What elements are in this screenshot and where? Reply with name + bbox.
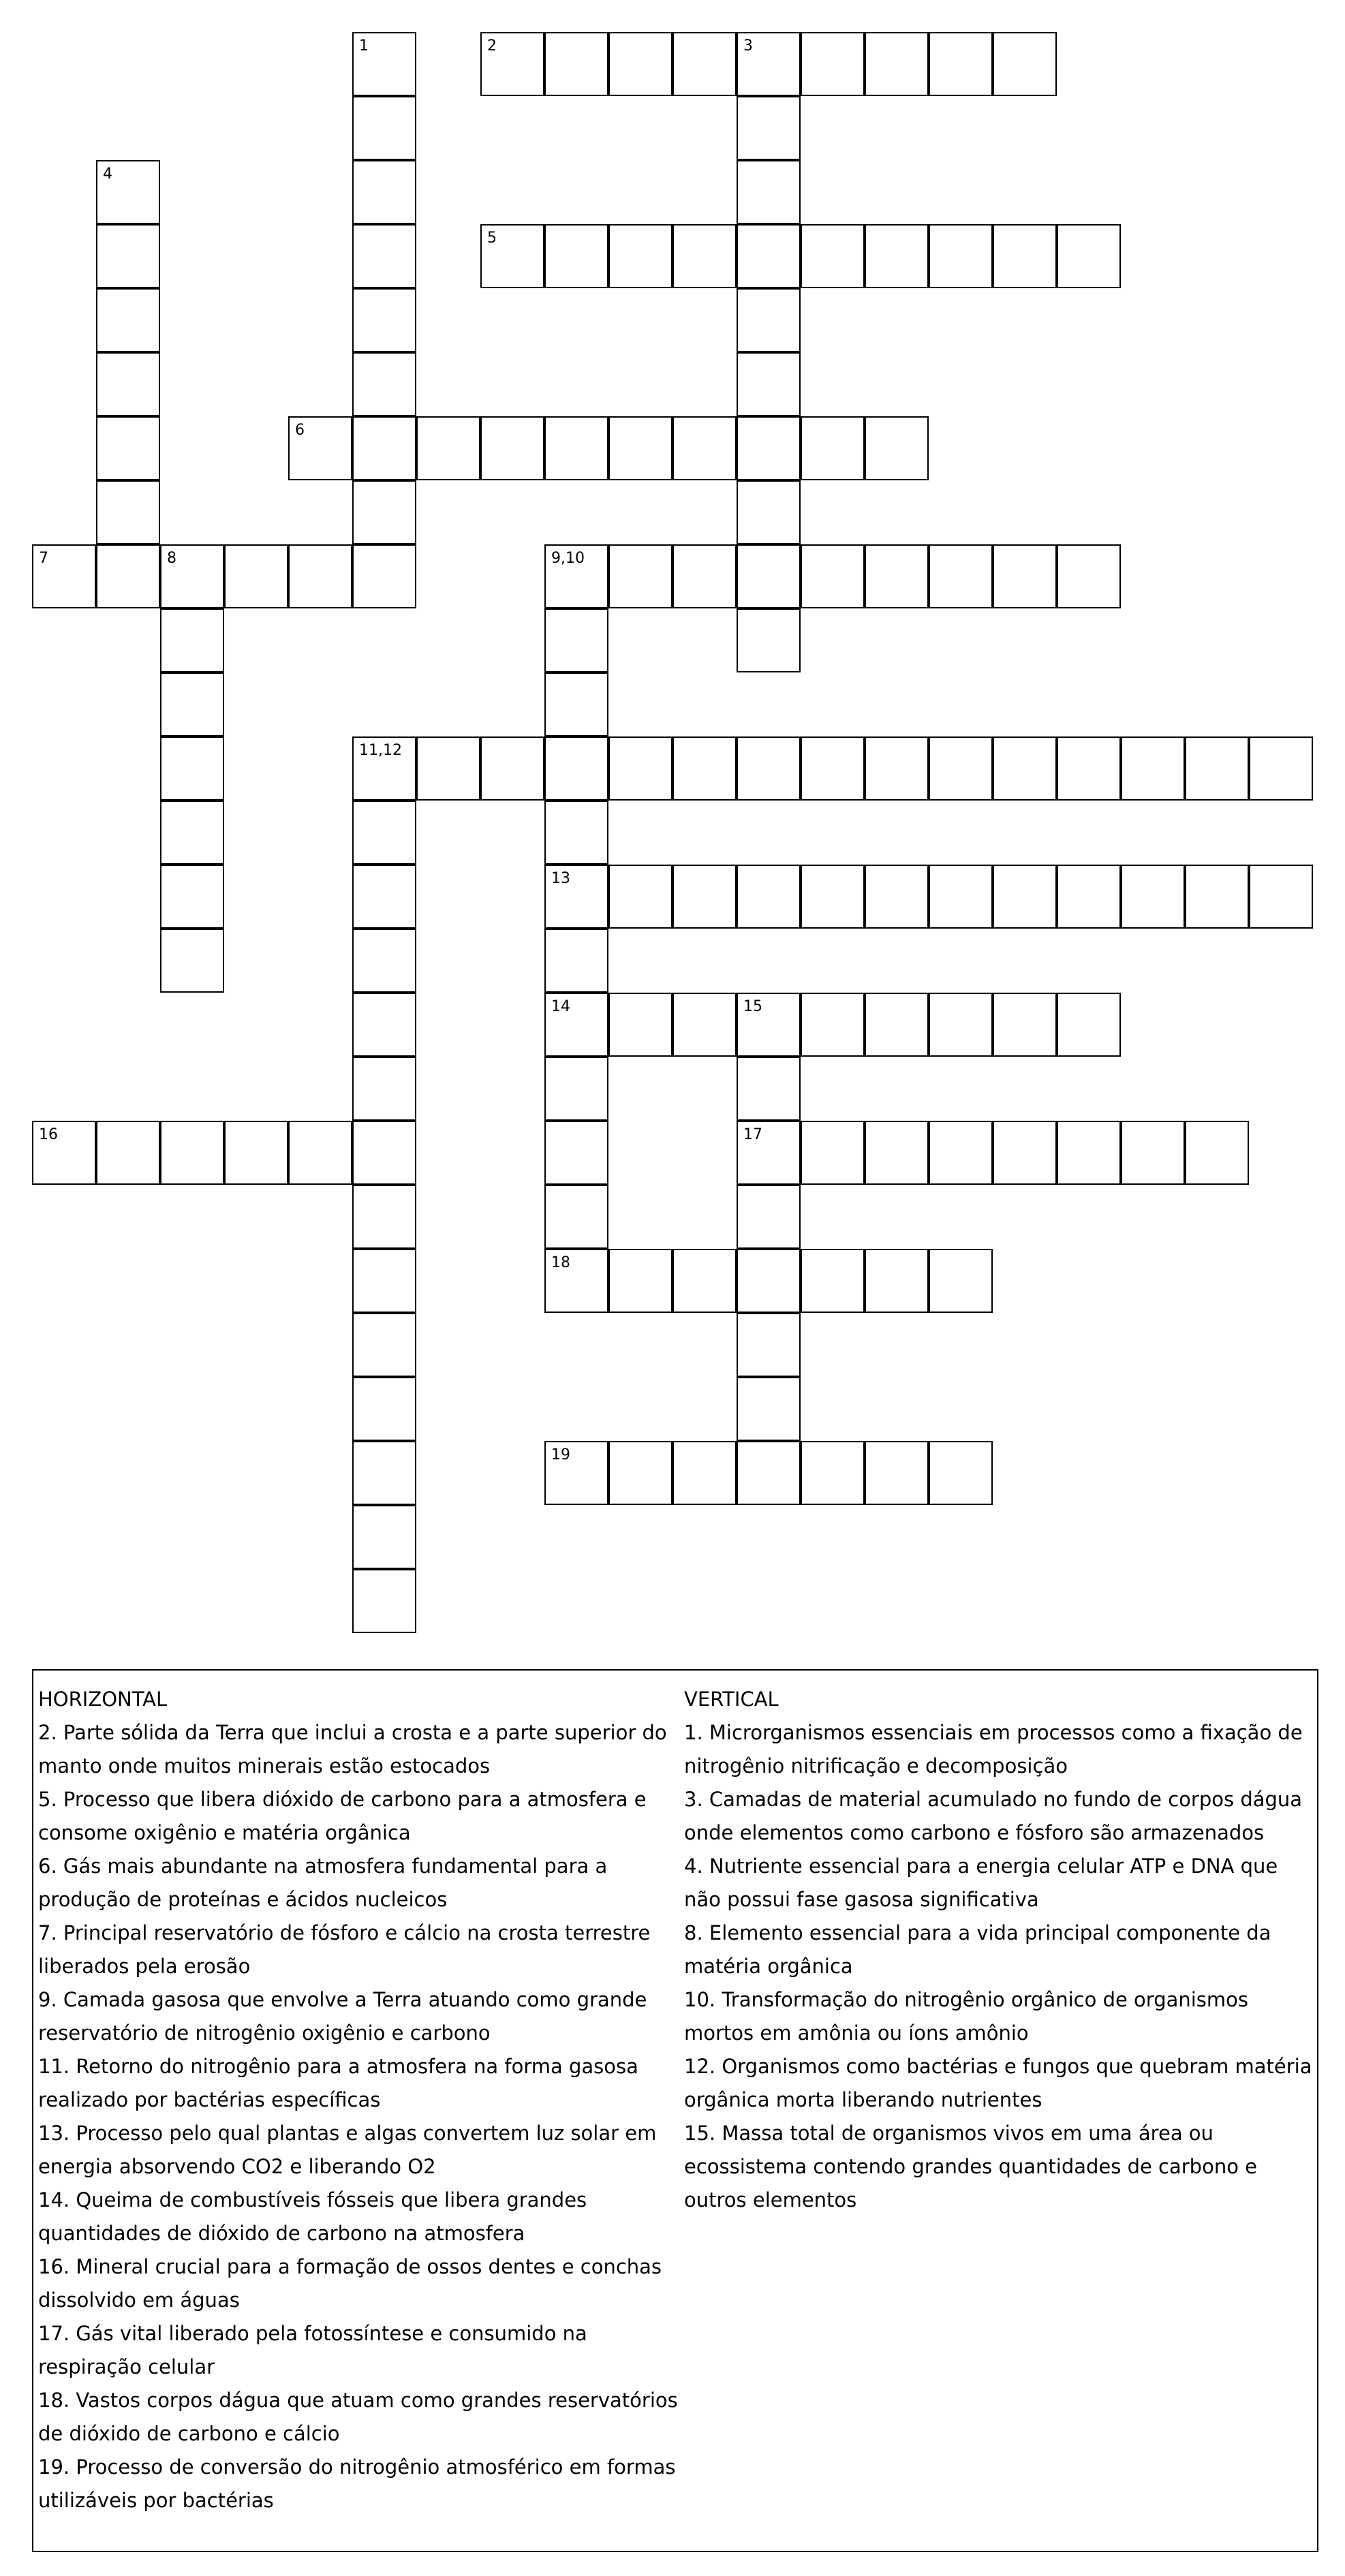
grid-cell[interactable] (352, 96, 416, 160)
across-clue: 2. Parte sólida da Terra que inclui a crosta e a parte superior do manto onde muitos minerais estão estocados (38, 1721, 667, 1778)
grid-cell[interactable] (929, 993, 993, 1057)
grid-cell[interactable] (96, 352, 160, 416)
down-clue: 1. Microrganismos essenciais em processos como a fixação de nitrogênio nitrificação e decomposição (684, 1721, 1303, 1778)
clue-number: 16 (39, 1126, 58, 1143)
grid-cell[interactable] (1057, 224, 1121, 288)
down-clue: 3. Camadas de material acumulado no fundo de corpos dágua onde elementos como carbono e fósforo são armazenados (684, 1788, 1303, 1844)
grid-cell[interactable] (288, 544, 352, 608)
grid-cell[interactable] (160, 929, 224, 993)
grid-cell[interactable] (672, 224, 737, 288)
grid-cell[interactable] (1249, 736, 1313, 801)
grid-cell[interactable] (352, 1121, 416, 1185)
grid-cell[interactable] (352, 1313, 416, 1377)
clue-number: 7 (39, 550, 48, 567)
grid-cell[interactable] (160, 672, 224, 736)
grid-cell[interactable] (1057, 993, 1121, 1057)
grid-cell[interactable] (1249, 865, 1313, 929)
grid-cell[interactable] (352, 1249, 416, 1313)
across-clue-list (38, 1716, 679, 2517)
grid-cell[interactable] (544, 801, 608, 865)
down-clue: 15. Massa total de organismos vivos em uma área ou ecossistema contendo grandes quantidades de carbono e outros elementos (684, 2122, 1258, 2212)
grid-cell[interactable] (737, 1313, 801, 1377)
clue-number: 6 (295, 422, 305, 439)
grid-cell[interactable] (737, 1249, 801, 1313)
grid-cell[interactable] (160, 736, 224, 801)
down-clue: 10. Transformação do nitrogênio orgânico de organismos mortos em amônia ou íons amônio (684, 1988, 1249, 2045)
down-clue-list (684, 1716, 1316, 2217)
grid-cell[interactable] (737, 480, 801, 544)
grid-cell[interactable] (416, 736, 480, 801)
grid-cell[interactable] (672, 993, 737, 1057)
grid-cell[interactable] (737, 224, 801, 288)
clue-number: 13 (551, 870, 570, 887)
grid-cell[interactable] (672, 1441, 737, 1505)
grid-cell[interactable] (1121, 736, 1185, 801)
clue-number: 3 (743, 37, 753, 55)
down-clue: 8. Elemento essencial para a vida principal componente da matéria orgânica (684, 1921, 1271, 1978)
grid-cell[interactable] (544, 1185, 608, 1249)
grid-cell[interactable] (929, 224, 993, 288)
grid-cell[interactable] (96, 224, 160, 288)
grid-cell[interactable] (544, 736, 608, 801)
grid-cell[interactable] (737, 416, 801, 480)
grid-cell[interactable] (352, 1185, 416, 1249)
grid-cell[interactable] (993, 993, 1057, 1057)
grid-cell-numbered[interactable] (288, 416, 352, 480)
clue-number: 1 (359, 37, 369, 55)
grid-cell[interactable] (993, 224, 1057, 288)
grid-cell[interactable] (993, 1121, 1057, 1185)
grid-cell[interactable] (801, 993, 865, 1057)
grid-cell[interactable] (352, 1569, 416, 1633)
down-clue: 12. Organismos como bactérias e fungos que quebram matéria orgânica morta liberando nutrientes (684, 2055, 1312, 2111)
grid-cell[interactable] (801, 224, 865, 288)
clue-number: 14 (551, 998, 570, 1015)
grid-cell[interactable] (737, 288, 801, 352)
clue-number: 17 (743, 1126, 762, 1143)
grid-cell-numbered[interactable] (32, 544, 96, 608)
across-clues (38, 1683, 679, 2517)
across-clue: 18. Vastos corpos dágua que atuam como grandes reservatórios de dióxido de carbono e cálcio (38, 2389, 678, 2445)
grid-cell[interactable] (737, 96, 801, 160)
grid-cell[interactable] (801, 544, 865, 608)
clue-number: 8 (167, 550, 176, 567)
grid-cell-numbered[interactable] (737, 32, 801, 96)
grid-cell[interactable] (672, 1249, 737, 1313)
grid-cell[interactable] (544, 608, 608, 672)
clue-number: 4 (103, 166, 112, 183)
clue-number: 19 (551, 1446, 570, 1463)
grid-cell[interactable] (96, 288, 160, 352)
grid-cell[interactable] (160, 801, 224, 865)
across-heading: HORIZONTAL (38, 1688, 168, 1711)
grid-cell[interactable] (865, 1249, 929, 1313)
grid-cell[interactable] (865, 544, 929, 608)
grid-cell[interactable] (801, 32, 865, 96)
grid-cell[interactable] (352, 1441, 416, 1505)
grid-cell-numbered[interactable] (352, 32, 416, 96)
grid-cell[interactable] (929, 736, 993, 801)
grid-cell[interactable] (1121, 865, 1185, 929)
grid-cell[interactable] (993, 32, 1057, 96)
grid-cell-numbered[interactable] (160, 544, 224, 608)
grid-cell[interactable] (352, 865, 416, 929)
grid-cell[interactable] (929, 544, 993, 608)
grid-cell-numbered[interactable] (737, 1121, 801, 1185)
grid-cell-numbered[interactable] (737, 993, 801, 1057)
grid-cell-numbered[interactable] (96, 160, 160, 224)
grid-cell[interactable] (352, 929, 416, 993)
clue-number: 11,12 (359, 742, 402, 759)
grid-cell[interactable] (544, 1057, 608, 1121)
grid-cell[interactable] (737, 608, 801, 672)
grid-cell[interactable] (608, 32, 672, 96)
across-clue: 17. Gás vital liberado pela fotossíntese e consumido na respiração celular (38, 2322, 587, 2378)
grid-cell[interactable] (544, 929, 608, 993)
grid-cell[interactable] (544, 1121, 608, 1185)
clue-number: 18 (551, 1254, 570, 1271)
grid-cell[interactable] (416, 416, 480, 480)
grid-cell[interactable] (480, 416, 544, 480)
grid-cell[interactable] (352, 480, 416, 544)
grid-cell[interactable] (993, 736, 1057, 801)
grid-cell[interactable] (288, 1121, 352, 1185)
clue-number: 2 (487, 37, 497, 55)
grid-cell[interactable] (480, 736, 544, 801)
grid-cell[interactable] (608, 1441, 672, 1505)
grid-cell[interactable] (224, 1121, 288, 1185)
grid-cell[interactable] (96, 1121, 160, 1185)
across-clue: 6. Gás mais abundante na atmosfera fundamental para a produção de proteínas e ácidos nucleicos (38, 1855, 608, 1911)
grid-cell[interactable] (352, 224, 416, 288)
across-clue: 9. Camada gasosa que envolve a Terra atuando como grande reservatório de nitrogênio oxigênio e carbono (38, 1988, 647, 2045)
grid-cell[interactable] (865, 1441, 929, 1505)
grid-cell[interactable] (224, 544, 288, 608)
grid-cell[interactable] (929, 1121, 993, 1185)
grid-cell[interactable] (801, 1249, 865, 1313)
grid-cell[interactable] (1121, 1121, 1185, 1185)
grid-cell[interactable] (1185, 1121, 1249, 1185)
grid-cell[interactable] (544, 416, 608, 480)
grid-cell[interactable] (352, 1057, 416, 1121)
clue-number: 9,10 (551, 550, 585, 567)
down-clue: 4. Nutriente essencial para a energia celular ATP e DNA que não possui fase gasosa significativa (684, 1855, 1278, 1911)
across-clue: 7. Principal reservatório de fósforo e cálcio na crosta terrestre liberados pela erosão (38, 1921, 651, 1978)
grid-cell-numbered[interactable] (480, 224, 544, 288)
across-clue: 5. Processo que libera dióxido de carbono para a atmosfera e consome oxigênio e matéria orgânica (38, 1788, 647, 1844)
grid-cell[interactable] (801, 416, 865, 480)
across-clue: 16. Mineral crucial para a formação de ossos dentes e conchas dissolvido em águas (38, 2255, 662, 2312)
grid-cell[interactable] (160, 865, 224, 929)
across-clue: 19. Processo de conversão do nitrogênio atmosférico em formas utilizáveis por bactérias (38, 2455, 676, 2512)
grid-cell[interactable] (672, 736, 737, 801)
grid-cell-numbered[interactable] (544, 993, 608, 1057)
grid-cell[interactable] (608, 1249, 672, 1313)
grid-cell[interactable] (352, 993, 416, 1057)
clue-number: 5 (487, 230, 497, 247)
grid-cell[interactable] (1057, 736, 1121, 801)
grid-cell[interactable] (865, 865, 929, 929)
grid-cell[interactable] (929, 1441, 993, 1505)
grid-cell[interactable] (737, 352, 801, 416)
grid-cell[interactable] (160, 1121, 224, 1185)
grid-cell[interactable] (96, 416, 160, 480)
grid-cell[interactable] (929, 32, 993, 96)
grid-cell[interactable] (352, 288, 416, 352)
grid-cell[interactable] (801, 1441, 865, 1505)
grid-cell[interactable] (737, 1185, 801, 1249)
grid-cell[interactable] (608, 224, 672, 288)
grid-cell[interactable] (993, 865, 1057, 929)
grid-cell[interactable] (737, 1441, 801, 1505)
grid-cell[interactable] (737, 1057, 801, 1121)
grid-cell[interactable] (352, 1377, 416, 1441)
grid-cell[interactable] (1057, 1121, 1121, 1185)
grid-cell[interactable] (352, 544, 416, 608)
grid-cell[interactable] (929, 865, 993, 929)
grid-cell[interactable] (672, 865, 737, 929)
grid-cell[interactable] (352, 160, 416, 224)
grid-cell-numbered[interactable] (544, 1441, 608, 1505)
grid-cell-numbered[interactable] (480, 32, 544, 96)
grid-cell[interactable] (352, 352, 416, 416)
grid-cell[interactable] (1057, 865, 1121, 929)
grid-cell[interactable] (737, 736, 801, 801)
across-clue: 11. Retorno do nitrogênio para a atmosfera na forma gasosa realizado por bactérias específicas (38, 2055, 638, 2111)
grid-cell[interactable] (737, 865, 801, 929)
grid-cell-numbered[interactable] (544, 544, 608, 608)
grid-cell[interactable] (865, 736, 929, 801)
grid-cell-numbered[interactable] (352, 736, 416, 801)
grid-cell[interactable] (801, 736, 865, 801)
grid-cell[interactable] (352, 416, 416, 480)
grid-cell[interactable] (865, 224, 929, 288)
down-clues (684, 1683, 1316, 2217)
grid-cell[interactable] (352, 801, 416, 865)
grid-cell[interactable] (608, 416, 672, 480)
clue-box (32, 1669, 1318, 2552)
grid-cell[interactable] (544, 32, 608, 96)
grid-cell[interactable] (608, 865, 672, 929)
grid-cell[interactable] (929, 1249, 993, 1313)
grid-cell[interactable] (737, 160, 801, 224)
grid-cell[interactable] (96, 544, 160, 608)
clue-number: 15 (743, 998, 762, 1015)
across-clue: 13. Processo pelo qual plantas e algas convertem luz solar em energia absorvendo CO2 e liberando O2 (38, 2122, 657, 2178)
grid-cell[interactable] (608, 544, 672, 608)
grid-cell[interactable] (737, 544, 801, 608)
grid-cell[interactable] (672, 544, 737, 608)
grid-cell-numbered[interactable] (544, 1249, 608, 1313)
grid-cell[interactable] (608, 736, 672, 801)
grid-cell[interactable] (160, 608, 224, 672)
grid-cell[interactable] (865, 416, 929, 480)
grid-cell[interactable] (865, 32, 929, 96)
grid-cell[interactable] (865, 993, 929, 1057)
grid-cell[interactable] (672, 416, 737, 480)
grid-cell[interactable] (672, 32, 737, 96)
grid-cell[interactable] (608, 993, 672, 1057)
grid-cell[interactable] (1057, 544, 1121, 608)
grid-cell[interactable] (865, 1121, 929, 1185)
grid-cell[interactable] (352, 1505, 416, 1569)
grid-cell[interactable] (544, 224, 608, 288)
grid-cell-numbered[interactable] (32, 1121, 96, 1185)
down-heading: VERTICAL (684, 1688, 779, 1711)
grid-cell[interactable] (993, 544, 1057, 608)
across-clue: 14. Queima de combustíveis fósseis que libera grandes quantidades de dióxido de carbono na atmosfera (38, 2188, 587, 2245)
grid-cell[interactable] (96, 480, 160, 544)
grid-cell[interactable] (1185, 736, 1249, 801)
grid-cell[interactable] (544, 672, 608, 736)
grid-cell[interactable] (801, 865, 865, 929)
grid-cell[interactable] (801, 1121, 865, 1185)
grid-cell-numbered[interactable] (544, 865, 608, 929)
grid-cell[interactable] (737, 1377, 801, 1441)
grid-cell[interactable] (1185, 865, 1249, 929)
